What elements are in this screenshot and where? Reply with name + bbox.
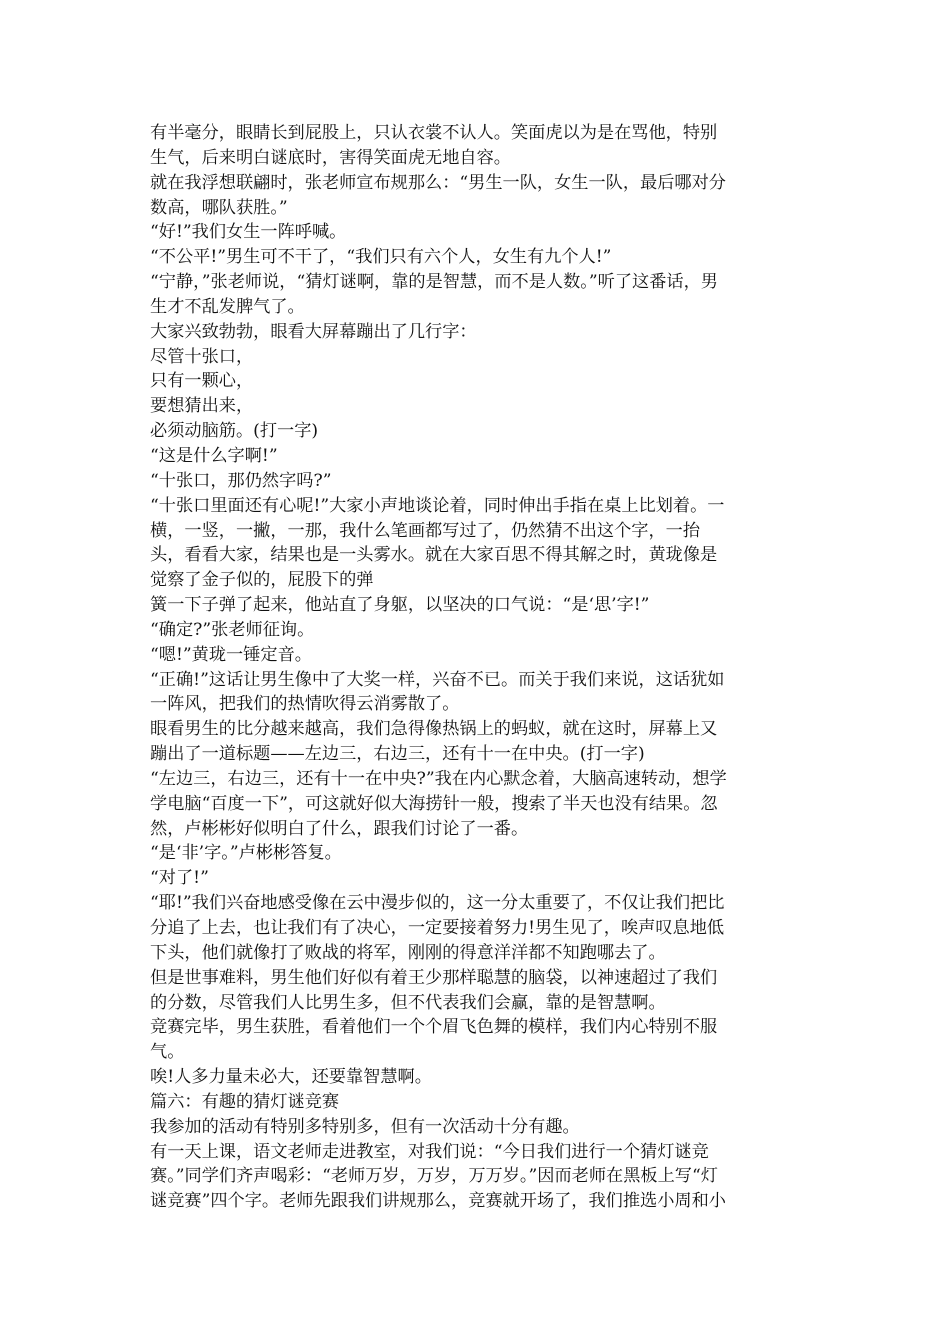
text-line: 生才不乱发脾气了。 (150, 296, 305, 317)
text-line: 要想猜出来， (150, 396, 254, 417)
text-line: “对了!” (150, 868, 209, 889)
text-line: “好!”我们女生一阵呼喊。 (150, 222, 347, 243)
text-line: 的分数，尽管我们人比男生多，但不代表我们会赢，靠的是智慧啊。 (150, 992, 666, 1013)
text-line: “耶!”我们兴奋地感受像在云中漫步似的，这一分太重要了，不仅让我们把比 (150, 893, 725, 914)
text-line: “正确!”这话让男生像中了大奖一样，兴奋不已。而关于我们来说，这话犹如 (150, 669, 725, 690)
text-line: 横，一竖，一撇，一那，我什么笔画都写过了，仍然猜不出这个字，一抬 (150, 520, 701, 541)
text-line: 生气，后来明白谜底时，害得笑面虎无地自容。 (150, 147, 511, 168)
text-line: “嗯!”黄珑一锤定音。 (150, 644, 312, 665)
text-line: “确定?”张老师征询。 (150, 619, 315, 640)
text-line: 竞赛完毕，男生获胜，看着他们一个个眉飞色舞的模样，我们内心特别不服 (150, 1017, 718, 1038)
text-line: 有一天上课，语文老师走进教室，对我们说：“今日我们进行一个猜灯谜竞 (150, 1141, 709, 1162)
text-line: “这是什么字啊!” (150, 445, 278, 466)
text-line: 学电脑“百度一下”，可这就好似大海捞针一般，搜索了半天也没有结果。忽 (150, 793, 718, 814)
text-line: 篇六：有趣的猜灯谜竞赛 (150, 1091, 340, 1112)
text-line: 尽管十张口， (150, 346, 254, 367)
text-line: 觉察了金子似的，屁股下的弹 (150, 570, 374, 591)
text-line: 就在我浮想联翩时，张老师宣布规那么：“男生一队，女生一队，最后哪对分 (150, 172, 726, 193)
text-line: 下头，他们就像打了败战的将军，刚刚的得意洋洋都不知跑哪去了。 (150, 942, 666, 963)
text-line: 但是世事难料，男生他们好似有着王少那样聪慧的脑袋，以神速超过了我们 (150, 967, 718, 988)
text-line: 气。 (150, 1042, 185, 1063)
text-line: 然，卢彬彬好似明白了什么，跟我们讨论了一番。 (150, 818, 529, 839)
text-line: 唉!人多力量未必大，还要靠智慧啊。 (150, 1067, 432, 1088)
text-line: “十张口里面还有心呢!”大家小声地谈论着，同时伸出手指在桌上比划着。一 (150, 495, 725, 516)
text-line: “是‘非’字。”卢彬彬答复。 (150, 843, 342, 864)
text-line: 赛。”同学们齐声喝彩：“老师万岁，万岁，万万岁。”因而老师在黑板上写“灯 (150, 1166, 718, 1187)
text-line: 只有一颗心， (150, 371, 254, 392)
text-line: 大家兴致勃勃，眼看大屏幕蹦出了几行字： (150, 321, 477, 342)
text-line: 分追了上去，也让我们有了决心，一定要接着努力!男生见了，唉声叹息地低 (150, 918, 725, 938)
text-line: 必须动脑筋。(打一字) (150, 421, 319, 442)
text-line: “十张口，那仍然字吗?” (150, 470, 332, 491)
text-line: 簧一下子弹了起来，他站直了身躯，以坚决的口气说：“是‘思’字!” (150, 595, 650, 616)
text-line: “宁静，”张老师说，“猜灯谜啊，靠的是智慧，而不是人数。”听了这番话，男 (150, 272, 718, 293)
text-line: 一阵风，把我们的热情吹得云消雾散了。 (150, 694, 460, 715)
text-line: 数高，哪队获胜。” (150, 197, 288, 218)
text-line: 谜竞赛”四个字。老师先跟我们讲规那么，竞赛就开场了，我们推选小周和小 (150, 1191, 726, 1212)
text-line: 蹦出了一道标题——左边三，右边三，还有十一在中央。(打一字) (150, 744, 645, 765)
text-line: 头，看看大家，结果也是一头雾水。就在大家百思不得其解之时，黄珑像是 (150, 545, 718, 566)
text-line: 有半毫分，眼睛长到屁股上，只认衣裳不认人。笑面虎以为是在骂他，特别 (150, 123, 718, 143)
text-line: 我参加的活动有特别多特别多，但有一次活动十分有趣。 (150, 1116, 580, 1137)
text-line: “不公平!”男生可不干了，“我们只有六个人，女生有九个人!” (150, 247, 612, 268)
text-line: “左边三，右边三，还有十一在中央?”我在内心默念着，大脑高速转动，想学 (150, 768, 727, 789)
document-body-text (150, 121, 810, 1214)
text-line: 眼看男生的比分越来越高，我们急得像热锅上的蚂蚁，就在这时，屏幕上又 (150, 719, 718, 740)
